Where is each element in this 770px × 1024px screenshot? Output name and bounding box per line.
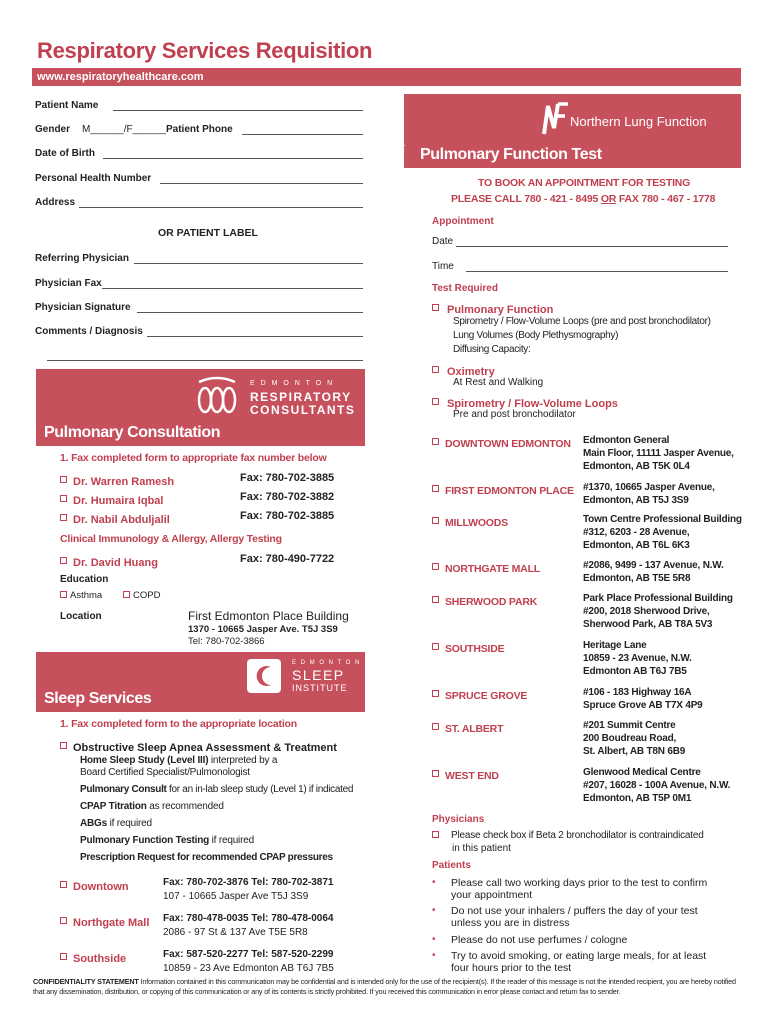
nlf-section-title: Pulmonary Function Test (420, 146, 602, 163)
location-fax: Fax: 587-520-2277 Tel: 587-520-2299 (163, 949, 334, 960)
checkbox[interactable] (60, 917, 67, 924)
erc-logo-line3: CONSULTANTS (250, 403, 356, 417)
checkbox[interactable] (432, 723, 439, 730)
location-address-line: #106 - 183 Highway 16A (583, 687, 692, 698)
booking-call: PLEASE CALL 780 - 421 - 8495 (451, 193, 601, 205)
home-sleep-rest: interpreted by a (208, 755, 278, 766)
location-name: SOUTHSIDE (445, 643, 505, 655)
doctor-fax: Fax: 780-702-3885 (240, 510, 335, 522)
location-address-line: #312, 6203 - 28 Avenue, (583, 527, 690, 538)
appointment-label: Appointment (432, 216, 494, 227)
pft-bold: Pulmonary Function Testing (80, 835, 210, 846)
or-patient-label: OR PATIENT LABEL (158, 227, 258, 239)
booking-fax: FAX 780 - 467 - 1778 (616, 193, 716, 205)
booking-line-2 (451, 193, 715, 205)
physician-signature-field[interactable] (137, 312, 363, 313)
asthma-label: Asthma (70, 590, 103, 601)
pulm-rest: for an in-lab sleep study (Level 1) if indicated (166, 784, 354, 795)
checkbox[interactable] (60, 881, 67, 888)
patient-note-line: Please do not use perfumes / cologne (451, 934, 628, 946)
doctor-fax: Fax: 780-702-3882 (240, 491, 335, 503)
patient-note-line: Try to avoid smoking, or eating large meals, for at least (451, 950, 707, 962)
booking-or: OR (600, 193, 617, 205)
test-detail: Spirometry / Flow-Volume Loops (pre and post bronchodilator) (453, 316, 711, 327)
location-address-line: Main Floor, 11111 Jasper Avenue, (583, 448, 734, 459)
nlf-logo-icon (540, 100, 570, 136)
location-address-line: Edmonton, AB T5E 5R8 (583, 573, 691, 584)
beta2-label-line2: in this patient (452, 843, 511, 854)
location-address-line: #1370, 10665 Jasper Avenue, (583, 482, 715, 493)
checkbox[interactable] (432, 398, 439, 405)
nlf-location-option[interactable] (432, 481, 574, 499)
cpap-rest: as recommended (146, 801, 224, 812)
checkbox[interactable] (60, 953, 67, 960)
location-address: 1370 - 10665 Jasper Ave. T5J 3S9 (188, 624, 338, 635)
location-name: ST. ALBERT (445, 723, 504, 735)
location-tel: Tel: 780-702-3866 (188, 636, 265, 647)
location-name: SPRUCE GROVE (445, 690, 528, 702)
doctor-name: Dr. Humaira Iqbal (73, 495, 164, 507)
education-label: Education (60, 574, 109, 585)
cpap-bold: CPAP Titration (80, 801, 147, 812)
asthma-option[interactable] (60, 590, 102, 601)
date-field[interactable] (456, 246, 728, 247)
patient-note-line: four hours prior to the test (451, 962, 572, 974)
nlf-location-option[interactable] (432, 559, 540, 577)
location-name: Downtown (73, 881, 129, 893)
checkbox[interactable] (432, 517, 439, 524)
copd-label: COPD (133, 590, 161, 601)
location-address: 2086 - 97 St & 137 Ave T5E 5R8 (163, 927, 308, 938)
phn-field[interactable] (160, 183, 363, 184)
location-address-line: Park Place Professional Building (583, 593, 733, 604)
nlf-location-option[interactable] (432, 719, 503, 737)
website-url[interactable]: www.respiratoryhealthcare.com (37, 71, 204, 83)
home-sleep-study (80, 755, 277, 766)
erc-logo-icon (195, 374, 239, 418)
dob-field[interactable] (103, 158, 363, 159)
location-fax: Fax: 780-478-0035 Tel: 780-478-0064 (163, 913, 334, 924)
location-address: 10859 - 23 Ave Edmonton AB T6J 7B5 (163, 963, 334, 974)
abg-bold: ABGs (80, 818, 107, 829)
nlf-logo-text: Northern Lung Function (570, 114, 707, 129)
doctor-name: Dr. Nabil Abduljalil (73, 514, 170, 526)
location-address-line: #207, 16028 - 100A Avenue, N.W. (583, 780, 731, 791)
checkbox[interactable] (432, 690, 439, 697)
prescription-request: Prescription Request for recommended CPAP pressures (80, 852, 333, 863)
checkbox[interactable] (432, 596, 439, 603)
checkbox[interactable] (60, 557, 67, 564)
location-address-line: 200 Boudreau Road, (583, 733, 677, 744)
referring-physician-field[interactable] (134, 263, 363, 264)
location-name: SHERWOOD PARK (445, 596, 538, 608)
page-title: Respiratory Services Requisition (37, 38, 373, 63)
patient-note-line: unless you are in distress (451, 917, 570, 929)
doctor-fax: Fax: 780-490-7722 (240, 553, 335, 565)
checkbox[interactable] (432, 563, 439, 570)
patient-name-field[interactable] (113, 110, 363, 111)
sleep-logo-line1: E D M O N T O N (292, 660, 361, 666)
checkbox[interactable] (60, 742, 67, 749)
location-address-line: Edmonton AB T6J 7B5 (583, 666, 687, 677)
location-name: First Edmonton Place Building (188, 609, 349, 623)
beta2-contraindicated[interactable] (432, 830, 704, 841)
patients-label: Patients (432, 860, 471, 871)
location-address-line: Glenwood Medical Centre (583, 767, 701, 778)
checkbox[interactable] (432, 366, 439, 373)
bullet-icon: • (432, 934, 436, 945)
comments-label: Comments / Diagnosis (35, 326, 143, 337)
allergy-title: Clinical Immunology & Allergy, Allergy Testing (60, 533, 282, 545)
cpap-titration (80, 801, 224, 812)
gender-label: Gender (35, 124, 71, 135)
doctor-name: Dr. David Huang (73, 557, 158, 569)
beta2-label: Please check box if Beta 2 bronchodilator is contraindicated (451, 830, 704, 841)
location-address-line: Edmonton, AB T5J 3S9 (583, 495, 689, 506)
sleep-logo-line2: SLEEP (292, 667, 345, 683)
location-name: FIRST EDMONTON PLACE (445, 485, 574, 497)
comments-field-2[interactable] (47, 360, 363, 361)
nlf-location-option[interactable] (432, 434, 571, 452)
patient-note-line: Please call two working days prior to the test to confirm (451, 877, 708, 889)
location-name: NORTHGATE MALL (445, 563, 540, 575)
location-address: 107 - 10665 Jasper Ave T5J 3S9 (163, 891, 309, 902)
location-address-line: Sherwood Park, AB T8A 5V3 (583, 619, 713, 630)
confidentiality-label: CONFIDENTIALITY STATEMENT (33, 977, 139, 986)
location-address-line: #201 Summit Centre (583, 720, 676, 731)
booking-line-1: TO BOOK AN APPOINTMENT FOR TESTING (478, 177, 691, 189)
nlf-location-option[interactable] (432, 513, 508, 531)
pft-rest: if required (209, 835, 254, 846)
location-name: Northgate Mall (73, 917, 150, 929)
allergy-doctor[interactable] (60, 553, 158, 571)
physician-signature-label: Physician Signature (35, 302, 131, 313)
checkbox[interactable] (60, 476, 67, 483)
erc-logo-line2: RESPIRATORY (250, 390, 352, 404)
checkbox[interactable] (432, 485, 439, 492)
address-label: Address (35, 197, 76, 208)
test-name: Oximetry (447, 366, 495, 378)
address-field[interactable] (79, 207, 363, 208)
sleep-location-downtown[interactable] (60, 877, 129, 895)
checkbox[interactable] (60, 591, 67, 598)
osa-option[interactable] (60, 738, 337, 756)
location-fax: Fax: 780-702-3876 Tel: 780-702-3871 (163, 877, 334, 888)
checkbox[interactable] (60, 514, 67, 521)
erc-doctor-3[interactable] (60, 510, 170, 528)
abgs (80, 818, 152, 829)
dob-label: Date of Birth (35, 148, 95, 159)
nlf-location-option[interactable] (432, 592, 537, 610)
location-name: MILLWOODS (445, 517, 508, 529)
nlf-location-option[interactable] (432, 766, 499, 784)
copd-option[interactable] (123, 590, 160, 601)
erc-doctor-1[interactable] (60, 472, 174, 490)
location-name: Southside (73, 953, 127, 965)
sleep-location-northgate[interactable] (60, 913, 149, 931)
sleep-section-title: Sleep Services (44, 690, 152, 707)
checkbox[interactable] (432, 438, 439, 445)
location-address-line: Heritage Lane (583, 640, 647, 651)
pulm-bold: Pulmonary Consult (80, 784, 167, 795)
test-detail: Pre and post bronchodilator (453, 409, 576, 420)
home-sleep-line2: Board Certified Specialist/Pulmonologist (80, 767, 250, 778)
bullet-icon: • (432, 877, 436, 888)
patient-note-line: your appointment (451, 889, 533, 901)
erc-doctor-2[interactable] (60, 491, 163, 509)
physicians-label: Physicians (432, 814, 485, 825)
location-address-line: Edmonton, AB T5P 0M1 (583, 793, 692, 804)
pft-if-required (80, 835, 254, 846)
doctor-fax: Fax: 780-702-3885 (240, 472, 335, 484)
sleep-instruction: 1. Fax completed form to the appropriate location (60, 718, 297, 730)
bullet-icon: • (432, 950, 436, 961)
phn-label: Personal Health Number (35, 173, 152, 184)
gender-field[interactable]: M______/F______ (82, 124, 166, 135)
location-address-line: Edmonton, AB T6L 6K3 (583, 540, 690, 551)
test-name: Pulmonary Function (447, 304, 554, 316)
home-sleep-bold: Home Sleep Study (Level III) (80, 755, 209, 766)
doctor-name: Dr. Warren Ramesh (73, 476, 175, 488)
location-label: Location (60, 611, 102, 622)
patient-name-label: Patient Name (35, 100, 99, 111)
erc-logo-line1: E D M O N T O N (250, 380, 335, 387)
location-address-line: Spruce Grove AB T7X 4P9 (583, 700, 703, 711)
location-address-line: 10859 - 23 Avenue, N.W. (583, 653, 692, 664)
location-address-line: Town Centre Professional Building (583, 514, 742, 525)
pulmonary-consult (80, 784, 353, 795)
physician-fax-label: Physician Fax (35, 278, 102, 289)
checkbox[interactable] (60, 495, 67, 502)
location-name: WEST END (445, 770, 499, 782)
erc-instruction: 1. Fax completed form to appropriate fax number below (60, 452, 327, 464)
test-detail: Lung Volumes (Body Plethysmography) (453, 330, 619, 341)
sleep-location-southside[interactable] (60, 949, 126, 967)
sleep-logo-icon (246, 658, 282, 694)
test-required-label: Test Required (432, 283, 498, 294)
osa-label: Obstructive Sleep Apnea Assessment & Treatment (73, 742, 337, 754)
referring-physician-label: Referring Physician (35, 253, 129, 264)
comments-field[interactable] (147, 336, 363, 337)
checkbox[interactable] (432, 643, 439, 650)
patient-phone-label: Patient Phone (166, 124, 233, 135)
time-label: Time (432, 261, 454, 272)
bullet-icon: • (432, 905, 436, 916)
confidentiality-statement (33, 977, 743, 997)
location-address-line: Edmonton General (583, 435, 670, 446)
patient-note-line: Do not use your inhalers / puffers the day of your test (451, 905, 698, 917)
erc-section-title: Pulmonary Consultation (44, 424, 221, 441)
confidentiality-text: Information contained in this communication may be confidential and is intended only for the use of the recipient(s). If the reader of this message is not the intended recipient, you are hereby notified that any dissemination, distribution, or copying of this communication or any of its contents is strictly prohibited. If you received this communication in error please contact and return fax to sender. (33, 977, 736, 996)
abg-rest: if required (106, 818, 152, 829)
time-field[interactable] (466, 271, 728, 272)
date-label: Date (432, 236, 454, 247)
nlf-location-option[interactable] (432, 686, 527, 704)
patient-phone-field[interactable] (242, 134, 363, 135)
checkbox[interactable] (123, 591, 130, 598)
checkbox[interactable] (432, 304, 439, 311)
location-name: DOWNTOWN EDMONTON (445, 438, 571, 450)
test-detail: At Rest and Walking (453, 377, 544, 388)
checkbox[interactable] (432, 831, 439, 838)
sleep-logo-line3: INSTITUTE (292, 683, 348, 693)
physician-fax-field[interactable] (102, 288, 363, 289)
test-detail: Diffusing Capacity: (453, 344, 531, 355)
location-address-line: #200, 2018 Sherwood Drive, (583, 606, 710, 617)
location-address-line: #2086, 9499 - 137 Avenue, N.W. (583, 560, 724, 571)
location-address-line: St. Albert, AB T8N 6B9 (583, 746, 686, 757)
location-address-line: Edmonton, AB T5K 0L4 (583, 461, 690, 472)
nlf-location-option[interactable] (432, 639, 504, 657)
checkbox[interactable] (432, 770, 439, 777)
test-name: Spirometry / Flow-Volume Loops (447, 398, 618, 410)
